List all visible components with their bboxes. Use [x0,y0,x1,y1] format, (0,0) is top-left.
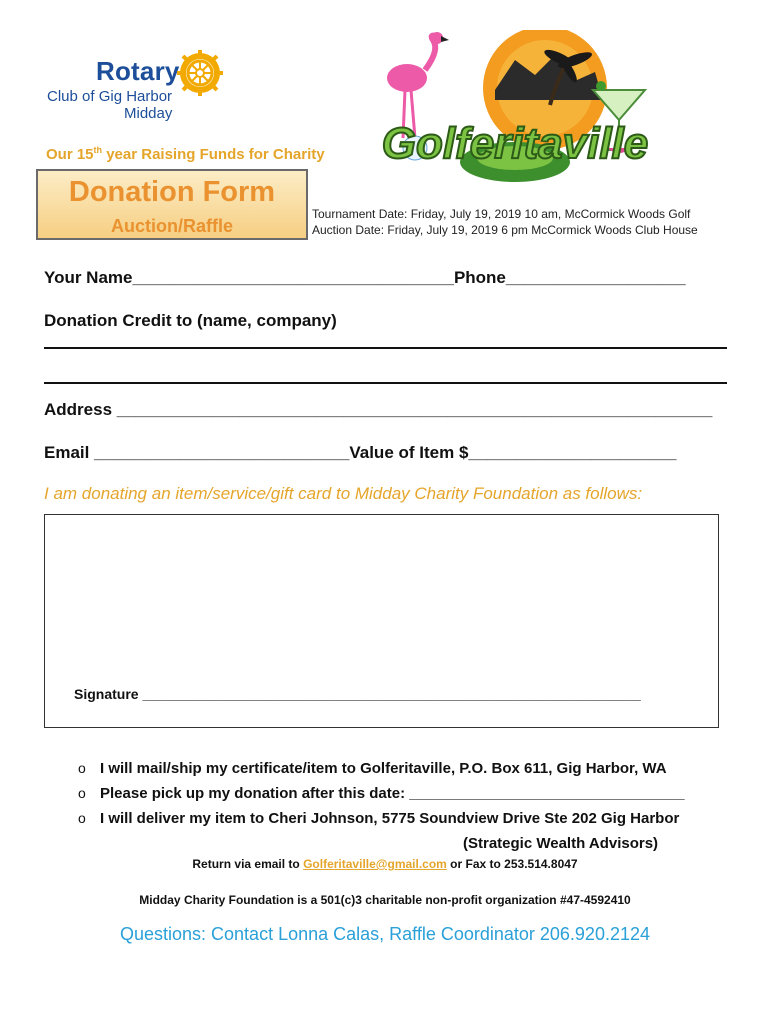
rotary-club-name: Club of Gig Harbor [47,88,173,105]
tournament-date: Tournament Date: Friday, July 19, 2019 10 am, McCormick Woods Golf [312,207,691,221]
rotary-wheel-icon [177,50,223,96]
checkbox-icon[interactable]: o [78,785,86,801]
golferitaville-logo [345,30,685,190]
tagline: Our 15th year Raising Funds for Charity [46,145,325,163]
return-info: Return via email to Golferitaville@gmail.com or Fax to 253.514.8047 [192,857,578,871]
option-deliver-continued: (Strategic Wealth Advisors) [463,835,659,852]
event-info [312,206,698,238]
donation-credit-line-1[interactable] [44,347,727,349]
checkbox-icon[interactable]: o [78,810,86,826]
name-phone-field[interactable]: Your Name__________________________________Phone___________________ [44,268,686,287]
signature-field[interactable]: Signature ________________________________________________________________ [74,686,641,702]
donation-credit-line-2[interactable] [44,382,727,384]
questions-contact: Questions: Contact Lonna Calas, Raffle Coordinator 206.920.2124 [119,924,650,944]
donation-form-banner [36,169,308,240]
form-title: Donation Form [68,176,276,208]
option-deliver[interactable]: o I will deliver my item to Cheri Johnson, 5775 Soundview Drive Ste 202 Gig Harbor [78,810,680,827]
rotary-midday: Midday [124,105,173,122]
nonprofit-statement: Midday Charity Foundation is a 501(c)3 charitable non-profit organization #47-4592410 [139,893,631,907]
rotary-wordmark: Rotary [96,56,180,86]
donation-statement: I am donating an item/service/gift card to Midday Charity Foundation as follows: [44,484,643,503]
address-field[interactable]: Address _______________________________________________________________ [44,400,713,419]
checkbox-icon[interactable]: o [78,760,86,776]
auction-date: Auction Date: Friday, July 19, 2019 6 pm McCormick Woods Club House [312,223,698,237]
return-email-link[interactable]: Golferitaville@gmail.com [303,857,447,871]
svg-text:Golferitaville: Golferitaville [381,119,649,168]
option-pickup[interactable]: o Please pick up my donation after this date: _________________________________ [78,785,685,802]
form-subtitle: Auction/Raffle [110,216,233,236]
email-value-field[interactable]: Email ___________________________Value of Item $______________________ [44,443,677,462]
option-mail[interactable]: o I will mail/ship my certificate/item to Golferitaville, P.O. Box 611, Gig Harbor, WA [78,760,667,777]
donation-credit-label: Donation Credit to (name, company) [44,311,337,330]
